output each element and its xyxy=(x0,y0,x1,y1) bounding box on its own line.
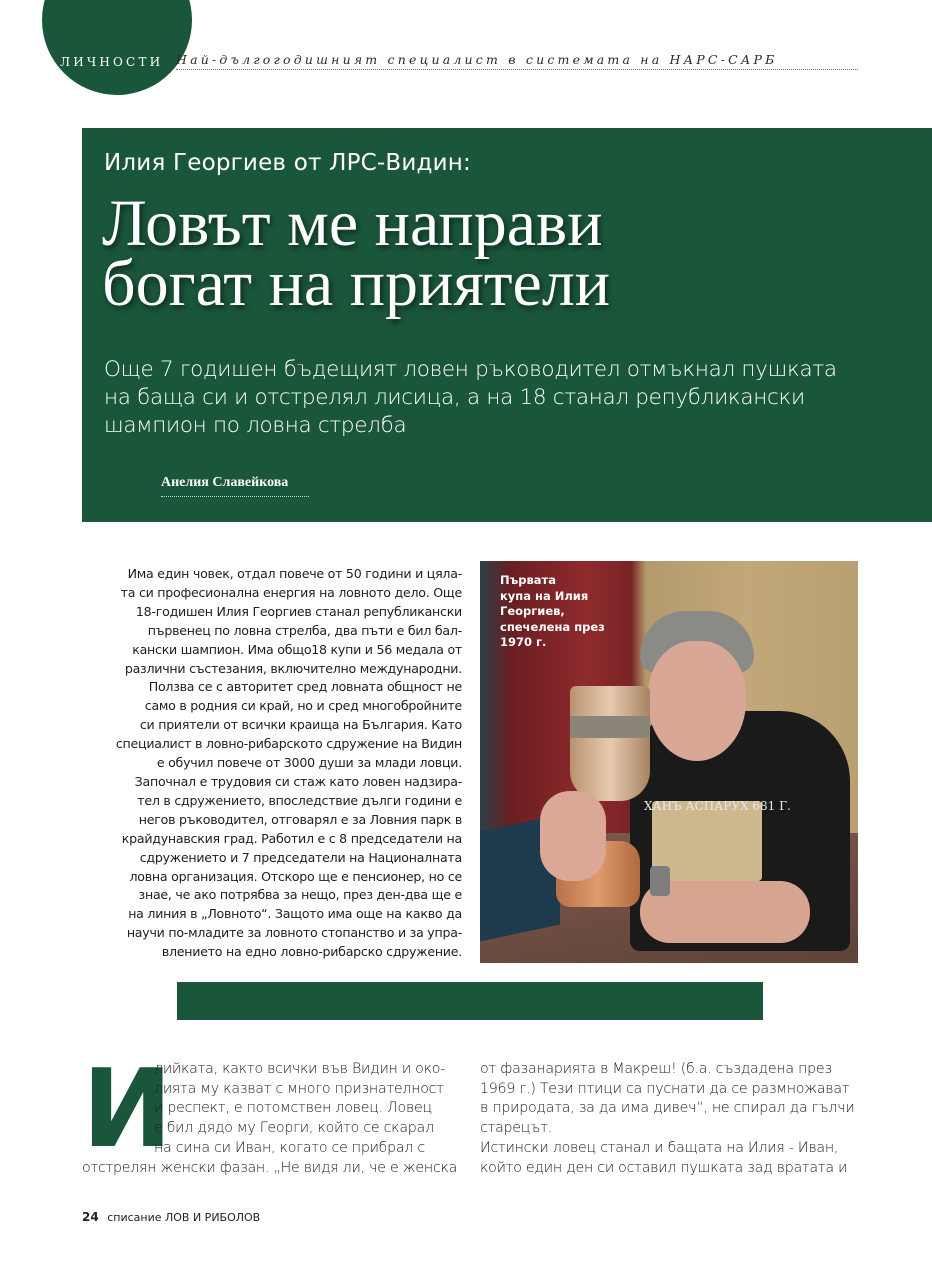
caption-line: купа на Илия xyxy=(500,588,589,603)
drop-cap: И xyxy=(82,1047,173,1172)
photo-hand xyxy=(540,791,606,881)
body-line: в природата, за да има дивеч“, не спирал да гълчи xyxy=(480,1100,855,1117)
article-subtitle xyxy=(104,356,884,440)
photo-shirt-text: ХАНЪ АСПАРУХ 681 Г. xyxy=(644,799,791,813)
decorative-green-bar xyxy=(177,982,763,1020)
lead-line: Ползва се с авторитет сред ловната общност не xyxy=(148,679,462,695)
body-line: лията му казват с много признателност xyxy=(154,1080,444,1097)
lead-line: Има един човек, отдал повече от 50 години и цяла- xyxy=(127,566,462,581)
page-footer xyxy=(82,1210,260,1224)
trophy-cup-band xyxy=(570,716,650,738)
article-title xyxy=(102,187,902,320)
lead-line: първенец по ловна стрелба, два пъти е бил бал- xyxy=(147,622,462,638)
body-line: отстрелян женски фазан. „Не видя ли, че е женска xyxy=(82,1159,458,1176)
lead-line: негов ръководител, отговарял е за Ловния парк в xyxy=(138,811,462,827)
trophy-cup-bowl xyxy=(570,686,650,801)
subtitle-line: Още 7 годишен бъдещият ловен ръководител отмъкнал пушката xyxy=(104,357,837,382)
lead-paragraph xyxy=(108,565,462,962)
section-label: ЛИЧНОСТИ xyxy=(60,55,164,69)
body-line: на сина си Иван, когато се прибрал с xyxy=(154,1139,425,1156)
body-line: лийката, както всички във Видин и око- xyxy=(154,1061,446,1077)
body-line: старецът. xyxy=(480,1120,553,1137)
photo-face xyxy=(648,641,746,761)
body-line: 1969 г.) Тези птици са пуснати да се размножават xyxy=(480,1080,850,1097)
title-line: богат на приятели xyxy=(102,247,611,320)
body-line: от фазанарията в Макреш! (б.а. създадена през xyxy=(480,1061,832,1077)
lead-line: си приятели от всички краища на България. Като xyxy=(139,717,462,733)
lead-line: специалист в ловно-рибарското сдружение на Видин xyxy=(115,736,462,752)
lead-line: та си професионална енергия на ловното дело. Още xyxy=(120,584,462,600)
body-line: Истински ловец станал и бащата на Илия - Иван, xyxy=(480,1139,839,1156)
lead-line: кански шампион. Има общо18 купи и 56 медала от xyxy=(132,641,462,657)
subtitle-line: шампион по ловна стрелба xyxy=(104,413,407,438)
lead-line: научи по-младите за ловното стопанство и за упра- xyxy=(126,925,462,941)
magazine-name: списание ЛОВ И РИБОЛОВ xyxy=(107,1211,261,1224)
lead-line: Започнал е трудовия си стаж като ловен надзира- xyxy=(134,773,462,789)
lead-line: тел в сдружението, впоследствие дълги години е xyxy=(137,792,462,808)
hero-banner xyxy=(82,128,932,522)
page-number: 24 xyxy=(82,1210,99,1224)
title-line: Ловът ме направи xyxy=(102,187,603,260)
caption-line: 1970 г. xyxy=(500,635,547,649)
body-line: и респект, е потомствен ловец. Ловец xyxy=(154,1100,432,1117)
lead-line: 18-годишен Илия Георгиев станал републикански xyxy=(135,603,462,619)
author-byline: Анелия Славейкова xyxy=(161,475,309,497)
pre-title: Илия Георгиев от ЛРС-Видин: xyxy=(104,150,471,176)
lead-line: на линия в „Ловното“. Защото има още на какво да xyxy=(128,906,462,922)
caption-line: спечелена през xyxy=(500,619,605,634)
photo-watch xyxy=(650,866,670,896)
lead-line: крайдунавския град. Работил е с 8 председатели на xyxy=(121,830,462,846)
caption-line: Георгиев, xyxy=(500,604,565,618)
section-circle-badge xyxy=(42,0,192,95)
lead-line: влението на едно ловно-рибарско сдружение. xyxy=(161,944,462,960)
body-line: който един ден си оставил пушката зад вратата и xyxy=(480,1159,848,1176)
lead-line: различни състезания, включително международни. xyxy=(124,660,462,676)
kicker-headline: Най-дългогодишният специалист в системата на НАРС-САРБ xyxy=(176,52,858,70)
lead-line: е обучил повече от 3000 души за млади ловци. xyxy=(156,755,462,771)
photo-caption xyxy=(500,573,630,651)
body-column-left xyxy=(82,1047,462,1178)
lead-line: знае, че ако потрябва за нещо, през ден-два ще е xyxy=(138,887,462,903)
subtitle-line: на баща си и отстрелял лисица, а на 18 станал републикански xyxy=(104,385,805,410)
lead-line: само в родния си край, но и сред многобройните xyxy=(144,698,462,714)
lead-line: сдружението и 7 председатели на Националната xyxy=(139,849,462,865)
lead-line: ловна организация. Отскоро ще е пенсионер, но се xyxy=(129,868,462,884)
caption-line: Първата xyxy=(500,573,556,587)
body-line: е бил дядо му Георги, който се скарал xyxy=(154,1120,434,1137)
body-column-right xyxy=(480,1060,880,1178)
portrait-photo xyxy=(480,561,858,963)
